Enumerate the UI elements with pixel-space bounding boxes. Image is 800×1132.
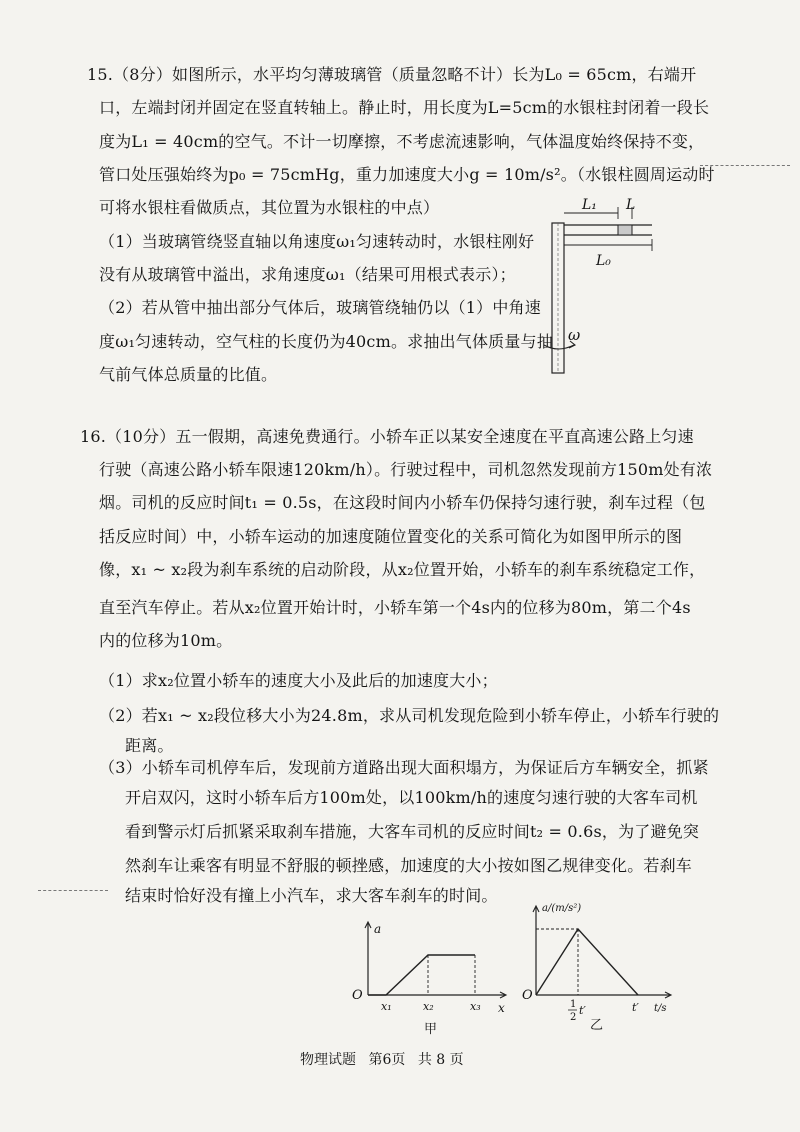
graph-jia bbox=[340, 915, 515, 1040]
mercury-column bbox=[618, 225, 632, 235]
q16-line-12: 开启双闪，这时小轿车后方100m处，以100km/h的速度匀速行驶的大客车司机 bbox=[125, 788, 698, 807]
tick-half-var: t′ bbox=[579, 1004, 586, 1017]
tick-x1: x₁ bbox=[381, 1000, 392, 1013]
caption-jia: 甲 bbox=[424, 1022, 438, 1037]
a-x-curve bbox=[368, 955, 475, 995]
label-omega: ω bbox=[568, 326, 581, 344]
q16-line-1: 16.（10分）五一假期，高速免费通行。小轿车正以某安全速度在平直高速公路上匀速 bbox=[80, 427, 694, 446]
y-axis-label: a bbox=[374, 922, 382, 936]
q15-line-8: （2）若从管中抽出部分气体后，玻璃管绕轴仍以（1）中角速 bbox=[99, 298, 541, 317]
footer-subject: 物理试题 bbox=[300, 1052, 356, 1068]
footer-page: 第6页 bbox=[368, 1052, 406, 1068]
q15-line-2: 口，左端封闭并固定在竖直转轴上。静止时，用长度为L=5cm的水银柱封闭着一段长 bbox=[99, 98, 710, 117]
label-L1: L₁ bbox=[582, 197, 597, 213]
q15-line-1: 15.（8分）如图所示，水平均匀薄玻璃管（质量忽略不计）长为L₀ = 65cm，右端开 bbox=[87, 65, 697, 84]
q15-line-9: 度ω₁匀速转动，空气柱的长度仍为40cm。求抽出气体质量与抽 bbox=[99, 332, 553, 351]
q15-line-10: 气前气体总质量的比值。 bbox=[99, 365, 278, 384]
tick-x2: x₂ bbox=[423, 1000, 434, 1013]
origin-label: O bbox=[352, 988, 363, 1003]
q16-line-9: （2）若x₁ ~ x₂段位移大小为24.8m，求从司机发现危险到小轿车停止，小轿车行驶的 bbox=[99, 706, 720, 725]
q16-line-8: （1）求x₂位置小轿车的速度大小及此后的加速度大小； bbox=[99, 671, 498, 690]
footer-total: 共 8 页 bbox=[417, 1052, 464, 1068]
page-footer bbox=[300, 1049, 472, 1069]
q15-tube-figure bbox=[540, 195, 660, 375]
x-axis-label: t/s bbox=[654, 1003, 667, 1014]
q16-line-4: 括反应时间）中，小轿车运动的加速度随位置变化的关系可简化为如图甲所示的图 bbox=[99, 527, 683, 546]
q16-line-10: 距离。 bbox=[125, 736, 174, 755]
rotation-arrow-icon bbox=[544, 345, 574, 349]
caption-yi: 乙 bbox=[590, 1018, 604, 1033]
x-axis-label: x bbox=[498, 1001, 505, 1015]
origin-label: O bbox=[522, 988, 533, 1003]
q16-line-3: 烟。司机的反应时间t₁ = 0.5s，在这段时间内小轿车仍保持匀速行驶，刹车过程（包 bbox=[99, 493, 706, 512]
q16-line-6: 直至汽车停止。若从x₂位置开始计时，小轿车第一个4s内的位移为80m，第二个4s bbox=[99, 598, 691, 617]
tick-x3: x₃ bbox=[470, 1000, 481, 1013]
tick-half-num: 1 bbox=[570, 999, 577, 1010]
label-L: L bbox=[626, 197, 636, 213]
q16-line-7: 内的位移为10m。 bbox=[99, 631, 233, 650]
margin-dash bbox=[38, 890, 108, 891]
q16-line-11: （3）小轿车司机停车后，发现前方道路出现大面积塌方，为保证后方车辆安全，抓紧 bbox=[99, 758, 709, 777]
tick-half-den: 2 bbox=[570, 1012, 577, 1023]
q16-line-15: 结束时恰好没有撞上小汽车，求大客车刹车的时间。 bbox=[125, 886, 498, 905]
q16-line-13: 看到警示灯后抓紧采取刹车措施，大客车司机的反应时间t₂ = 0.6s，为了避免突 bbox=[125, 822, 700, 841]
q15-line-4: 管口处压强始终为p₀ = 75cmHg，重力加速度大小g = 10m/s²。（水银柱圆周运动时 bbox=[99, 165, 715, 184]
q15-line-3: 度为L₁ = 40cm的空气。不计一切摩擦，不考虑流速影响，气体温度始终保持不变， bbox=[99, 132, 705, 151]
q16-line-5: 像，x₁ ~ x₂段为刹车系统的启动阶段，从x₂位置开始，小轿车的刹车系统稳定工作， bbox=[99, 560, 706, 579]
margin-dash bbox=[700, 165, 790, 166]
q16-line-14: 然刹车让乘客有明显不舒服的顿挫感，加速度的大小按如图乙规律变化。若刹车 bbox=[125, 856, 693, 875]
q15-line-5: 可将水银柱看做质点，其位置为水银柱的中点） bbox=[99, 198, 440, 217]
label-L0: L₀ bbox=[596, 253, 611, 269]
q16-line-2: 行驶（高速公路小轿车限速120km/h）。行驶过程中，司机忽然发现前方150m处有浓 bbox=[99, 460, 713, 479]
y-axis-label: a/(m/s²) bbox=[542, 903, 582, 914]
a-t-curve bbox=[536, 929, 638, 995]
q15-line-7: 没有从玻璃管中溢出，求角速度ω₁（结果可用根式表示）； bbox=[99, 265, 516, 284]
q15-line-6: （1）当玻璃管绕竖直轴以角速度ω₁匀速转动时，水银柱刚好 bbox=[99, 232, 535, 251]
tick-end: t′ bbox=[632, 1001, 639, 1014]
graph-yi bbox=[518, 893, 678, 1033]
